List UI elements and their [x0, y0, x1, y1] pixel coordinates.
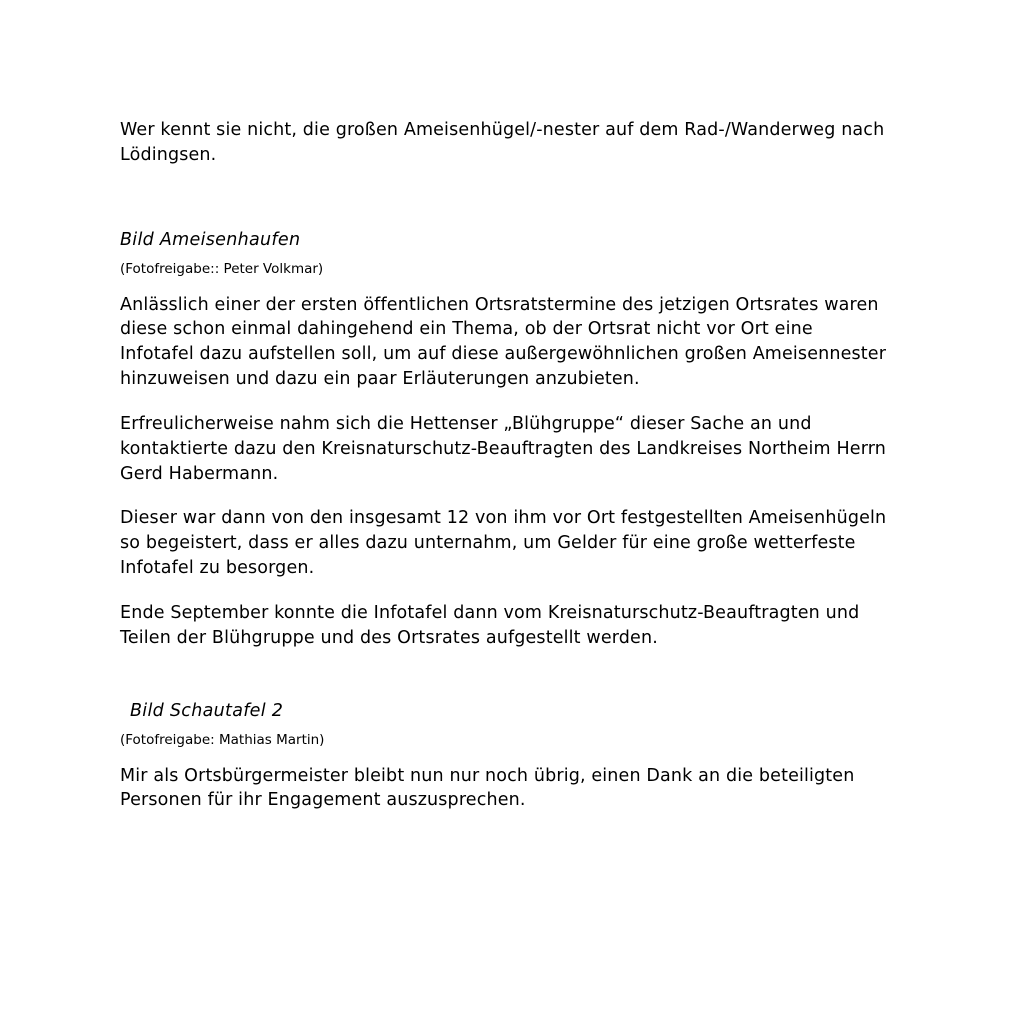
- paragraph-september: Ende September konnte die Infotafel dann vom Kreisnaturschutz-Beauftragten und Teilen der Blühgruppe und des Ortsrates aufgestellt werden.: [120, 603, 860, 648]
- paragraph-dank: Mir als Ortsbürgermeister bleibt nun nur noch übrig, einen Dank an die beteiligten Personen für ihr Engagement auszusprechen.: [120, 765, 855, 811]
- image-caption-schautafel: Bild Schautafel 2: [130, 700, 284, 721]
- paragraph-ameisenhuegel: Dieser war dann von den insgesamt 12 von ihm vor Ort festgestellten Ameisenhügeln so begeistert, dass er alles dazu unternahm, um Gelder für eine große wetterfeste Infotafel zu besorgen.: [120, 508, 887, 579]
- vertical-spacer: [120, 188, 890, 230]
- vertical-spacer-2: [120, 671, 890, 701]
- paragraph-ortsrat: Anlässlich einer der ersten öffentlichen Ortsratstermine des jetzigen Ortsrates waren diese schon einmal dahingehend ein Thema, ob der Ortsrat nicht vor Ort eine Infotafel dazu aufstellen soll, um auf diese außergewöhnlichen großen Ameisennester hinzuweisen und dazu ein paar Erläuterungen anzubieten.: [120, 294, 887, 390]
- document-body: [120, 118, 890, 833]
- photo-credit-martin: (Fotofreigabe: Mathias Martin): [120, 731, 325, 748]
- image-caption-ameisenhaufen: Bild Ameisenhaufen: [120, 229, 301, 250]
- photo-credit-volkmar: (Fotofreigabe:: Peter Volkmar): [120, 260, 324, 277]
- paragraph-intro: Wer kennt sie nicht, die großen Ameisenhügel/-nester auf dem Rad-/Wanderweg nach Lödingsen.: [120, 120, 885, 165]
- paragraph-bluehgruppe: Erfreulicherweise nahm sich die Hettenser „Blühgruppe“ dieser Sache an und kontaktierte dazu den Kreisnaturschutz-Beauftragten des Landkreises Northeim Herrn Gerd Habermann.: [120, 413, 887, 484]
